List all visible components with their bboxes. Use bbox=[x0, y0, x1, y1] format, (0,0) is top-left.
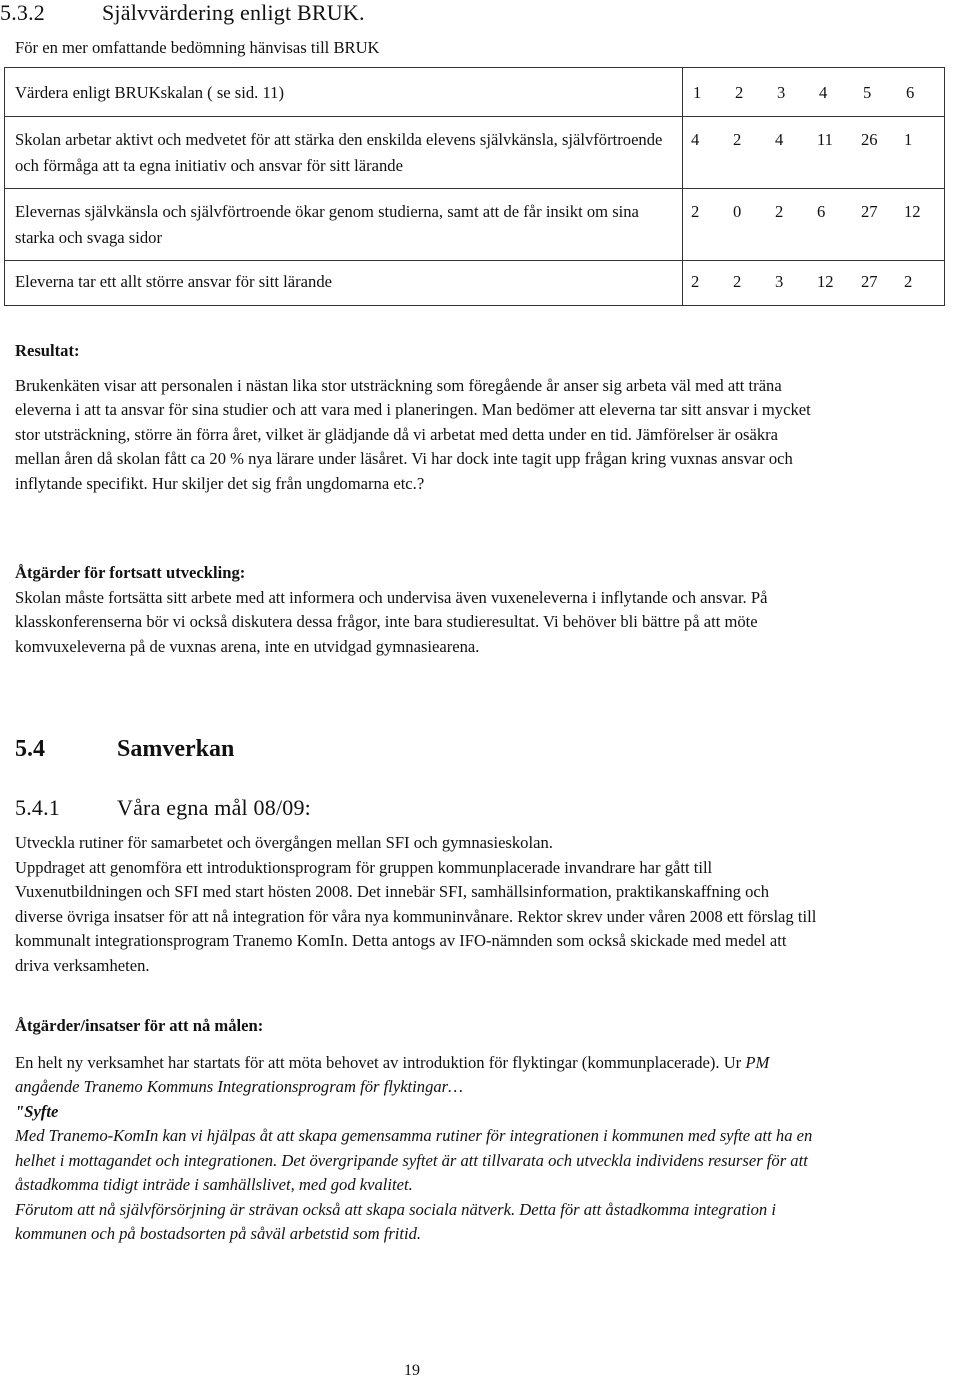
row-question: Elevernas självkänsla och självförtroende ökar genom studierna, samt att de får insikt om sina starka och svaga sidor bbox=[5, 189, 683, 261]
row-values bbox=[683, 261, 945, 306]
table-header-label: Värdera enligt BRUKskalan ( se sid. 11) bbox=[5, 68, 683, 117]
intro-italic-text: PM angående Tranemo Kommuns Integrationsprogram för flyktingar… bbox=[15, 1052, 770, 1096]
scale-col-1: 1 bbox=[693, 83, 702, 102]
row-value: 2 bbox=[733, 130, 742, 149]
row-value: 0 bbox=[733, 202, 742, 221]
atgarder-insatser-section bbox=[15, 1014, 815, 1247]
row-question: Skolan arbetar aktivt och medvetet för att stärka den enskilda elevens självkänsla, självförtroende och förmåga att ta egna initiativ och ansvar för sitt lärande bbox=[5, 117, 683, 189]
row-value: 1 bbox=[904, 130, 913, 149]
row-value: 3 bbox=[775, 272, 784, 291]
resultat-text: Brukenkäten visar att personalen i nästan lika stor utsträckning som föregående år anser sig arbeta väl med att träna eleverna i att ta ansvar för sina studier och att vara med i planeringen. Man bedömer att eleverna tar sitt ansvar i mycket stor utsträckning, större än förra året, vilket är glädjande då vi arbetat med detta under en tid. Jämförelser är osäkra mellan åren då skolan fått ca 20 % nya lärare under läsåret. Vi har dock inte tagit upp frågan kring vuxnas ansvar och inflytande specifikt. Hur skiljer det sig från ungdomarna etc.? bbox=[15, 375, 811, 493]
resultat-section bbox=[15, 339, 815, 496]
intro-plain-text: En helt ny verksamhet har startats för att möta behovet av introduktion för flyktingar (kommunplacerade). Ur bbox=[15, 1052, 746, 1072]
goal-paragraph: Uppdraget att genomföra ett introduktionsprogram för gruppen kommunplacerade invandrare har gått till Vuxenutbildningen och SFI med start hösten 2008. Det innebär SFI, samhällsinformation, praktikanskaffning och diverse övriga insatser för att nå integration för våra nya kommuninvånare. Rektor skrev under våren 2008 ett förslag till kommunalt integrationsprogram Tranemo KomIn. Detta antogs av IFO-nämnden som också skickade med medel att driva verksamheten. bbox=[15, 857, 817, 975]
row-value: 2 bbox=[691, 202, 700, 221]
atgarder-utveckling-heading: Åtgärder för fortsatt utveckling: bbox=[15, 563, 246, 582]
row-value: 4 bbox=[775, 130, 784, 149]
row-values bbox=[683, 117, 945, 189]
bruk-survey-table bbox=[4, 67, 945, 306]
row-value: 2 bbox=[904, 272, 913, 291]
atgarder-utveckling-text: Skolan måste fortsätta sitt arbete med att informera och undervisa även vuxeneleverna i inflytande och ansvar. På klasskonferenserna bör vi också diskutera dessa frågor, inte bara studieresultat. Vi behöver bli bättre på att möte komvuxeleverna på de vuxnas arena, inte en utvidgad gymnasiearena. bbox=[15, 587, 768, 656]
row-value: 12 bbox=[817, 272, 834, 291]
section-5-4-1-heading bbox=[15, 795, 311, 821]
resultat-heading: Resultat: bbox=[15, 341, 80, 360]
syfte-label: "Syfte bbox=[15, 1101, 59, 1121]
section-5-4-heading bbox=[15, 736, 234, 763]
row-question: Eleverna tar ett allt större ansvar för sitt lärande bbox=[5, 261, 683, 306]
section-number: 5.4 bbox=[15, 736, 45, 762]
scale-col-4: 4 bbox=[819, 83, 828, 102]
scale-col-6: 6 bbox=[906, 83, 915, 102]
page-number: 19 bbox=[404, 1362, 420, 1379]
row-value: 27 bbox=[861, 202, 878, 221]
scale-col-5: 5 bbox=[863, 83, 872, 102]
section-subtitle: För en mer omfattande bedömning hänvisas till BRUK bbox=[15, 38, 380, 57]
section-title: Våra egna mål 08/09: bbox=[117, 795, 311, 820]
table-header-row bbox=[5, 68, 945, 117]
atgarder-insatser-intro bbox=[15, 1051, 815, 1100]
table-row bbox=[5, 189, 945, 261]
scale-col-3: 3 bbox=[777, 83, 786, 102]
row-value: 2 bbox=[733, 272, 742, 291]
row-value: 27 bbox=[861, 272, 878, 291]
row-value: 4 bbox=[691, 130, 700, 149]
syfte-quote: Med Tranemo-KomIn kan vi hjälpas åt att skapa gemensamma rutiner för integrationen i kommunen med syfte att ha en helhet i mottagandet och integrationen. Det övergripande syftet är att tillvarata och utveckla individens resurser för att åstadkomma tidigt inträde i samhällslivet, med god kvalitet. bbox=[15, 1126, 813, 1194]
row-value: 2 bbox=[691, 272, 700, 291]
row-value: 11 bbox=[817, 130, 833, 149]
section-5-4-1-body bbox=[15, 831, 820, 978]
row-value: 26 bbox=[861, 130, 878, 149]
table-header-scale bbox=[683, 68, 945, 117]
scale-col-2: 2 bbox=[735, 83, 744, 102]
section-number: 5.4.1 bbox=[15, 795, 60, 820]
section-5-3-2-heading bbox=[0, 0, 365, 26]
table-row bbox=[5, 261, 945, 306]
section-title: Samverkan bbox=[117, 736, 235, 762]
atgarder-insatser-heading: Åtgärder/insatser för att nå målen: bbox=[15, 1016, 264, 1035]
row-value: 2 bbox=[775, 202, 784, 221]
row-value: 6 bbox=[817, 202, 826, 221]
goal-line: Utveckla rutiner för samarbetet och övergången mellan SFI och gymnasieskolan. bbox=[15, 833, 553, 852]
row-values bbox=[683, 189, 945, 261]
row-value: 12 bbox=[904, 202, 921, 221]
atgarder-utveckling-section bbox=[15, 561, 815, 659]
table-row bbox=[5, 117, 945, 189]
syfte-quote-2: Förutom att nå självförsörjning är strävan också att skapa sociala nätverk. Detta för att åstadkomma integration i kommunen och på bostadsorten på såväl arbetstid som fritid. bbox=[15, 1199, 776, 1243]
section-title: Självvärdering enligt BRUK. bbox=[102, 0, 365, 25]
section-number: 5.3.2 bbox=[0, 0, 45, 25]
